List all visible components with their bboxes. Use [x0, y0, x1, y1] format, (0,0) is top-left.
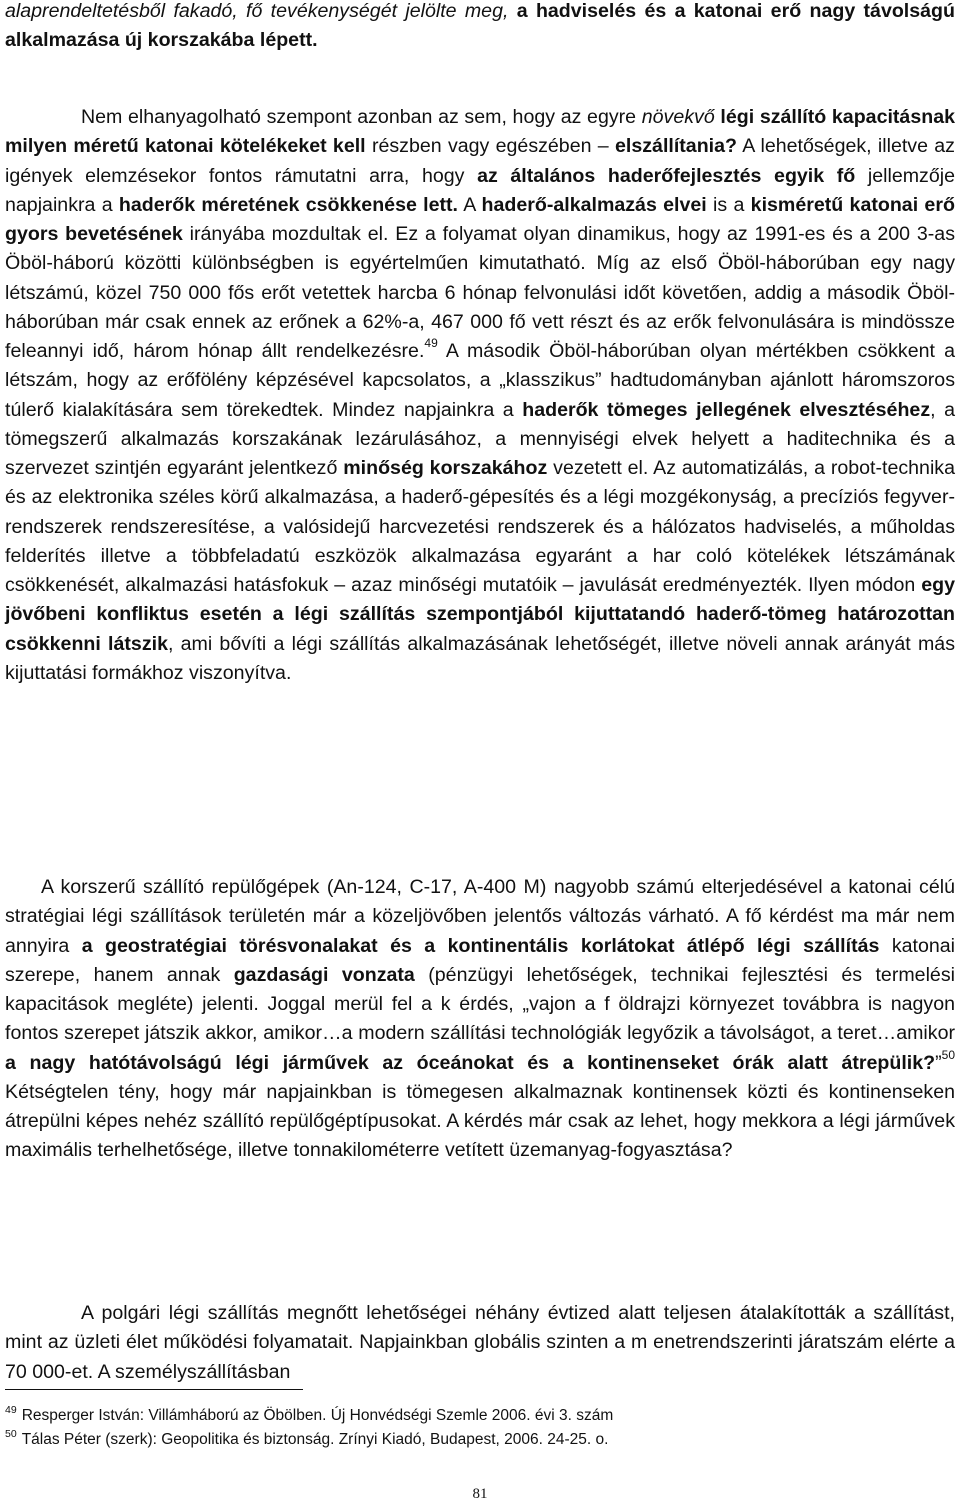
text-span: A korszerű szállító repülőgépek (An-124, C-17, A-400 M) nagyobb számú elterjedésével a katonai célú stratégiai légi szállítások területén már a közeljövőben jelentős változás várható. A fő kérdést ma már nem annyira	[5, 876, 955, 957]
footnote-text: Tálas Péter (szerk): Geopolitika és biztonság. Zrínyi Kiadó, Budapest, 2006. 24-25. o.	[21, 1431, 609, 1448]
bold-span: haderők méretének csökkenése lett.	[118, 193, 458, 216]
footnote-50	[5, 1427, 955, 1450]
text-span: irányába mozdultak el. Ez a folyamat olyan dinamikus, hogy az 1991-es és a 200 3-as Öböl-háború közötti különbségben is egyértelműen kimutatható. Míg az első Öböl-háborúban egy nagy létszámú, közel 750 000 fős erőt vetettek harcba 6 hónap felvonulási időt követően, addig a második Öböl-háborúban már csak ennek az erőnek a 62%-a, 467 000 fő vett részt és az erők felvonulására is mindössze feleannyi idő, három hónap állt rendelkezésre.	[5, 223, 955, 362]
text-span: is a	[713, 193, 745, 216]
text-span: (pénzügyi lehetőségek, technikai fejlesztési és termelési kapacitások megléte) jelenti. Joggal merül fel a k érdés, „vajon a f öldrajzi környezet továbbra is nagyon fontos szerepet játszik akkor, amikor…a modern szállítási technológiák legyőzik a távolságot, a teret…amikor	[5, 963, 955, 1045]
bold-span: kisméretű katonai erő gyors bevetésének	[5, 193, 955, 245]
text-span: Kétségtelen tény, hogy már napjainkban is tömegesen alkalmaznak kontinensek közti és kontinenseken átrepülni képes nehéz szállító repülőgéptípusokat. A kérdés már csak az lehet, hogy mekkora a légi járművek maximális terhelhetősége, illetve tonnakilométerre vetített üzemanyag-fogyasztása?	[5, 1080, 955, 1162]
text-span: , ami bővíti a légi szállítás alkalmazásának lehetőségét, illetve növeli annak arányát más kijuttatási formákhoz viszonyítva.	[5, 632, 955, 684]
text-span: A második Öböl-háborúban olyan mértékben csökkent a létszám, hogy az erőfölény képzésével kapcsolatos, a „klasszikus” hadtudományban ajánlott háromszoros túlerő kialakítására sem törekedtek. Mindez napjainkra a	[5, 340, 955, 421]
paragraph-4	[5, 1299, 955, 1387]
page-number: 81	[472, 1486, 488, 1502]
text-span: A polgári légi szállítás megnőtt lehetőségei néhány évtized alatt teljesen átalakították a szállítást, mint az üzleti élet működési folyamatait. Napjainkban globális szinten a m enetrendszerinti járatszám elérte a 70 000-et. A személyszállításban	[5, 1302, 955, 1383]
text-span: jellemzője napjainkra a	[5, 164, 955, 216]
bold-span: elszállítania?	[615, 135, 737, 158]
text-span: részben vagy egészében –	[371, 135, 609, 158]
footnote-ref-49: 49	[424, 336, 438, 351]
bold-span: egy jövőbeni konfliktus esetén a légi szállítás szempontjából kijuttatandó haderő-tömeg határozottan csökkenni látszik	[5, 574, 955, 655]
bold-span: az általános haderőfejlesztés egyik fő	[477, 164, 856, 187]
text-span: Nem elhanyagolható szempont azonban az sem, hogy az egyre	[81, 106, 637, 128]
footnote-number: 49	[5, 1403, 17, 1416]
footnote-ref-50: 50	[941, 1047, 955, 1062]
italic-span: növekvő	[641, 106, 715, 128]
text-span: , a tömegszerű alkalmazás korszakának lezárulásához, a mennyiségi elvek helyett a haditechnika és a szervezet szintjén egyaránt jelentkező	[5, 398, 956, 479]
bold-span: a nagy hatótávolságú légi járművek az óceánokat és a kontinenseket órák alatt átrepülik?	[5, 1051, 936, 1074]
bold-span: a geostratégiai törésvonalakat és a kontinentális korlátokat átlépő légi szállítás	[81, 934, 880, 957]
bold-span: minőség korszakához	[343, 457, 548, 479]
text-span: ”	[935, 1051, 942, 1074]
text-span: A lehetőségek, illetve az igények elemzésekor fontos rámutatni arra, hogy	[5, 135, 955, 187]
paragraph-1	[5, 0, 955, 56]
footnote-number: 50	[5, 1427, 17, 1440]
paragraph-2	[5, 103, 955, 688]
bold-span: légi szállító kapacitásnak milyen méretű katonai kötelékeket kell	[5, 106, 955, 158]
bold-span: a hadviselés és a katonai erő nagy távolságú alkalmazása új korszakába lépett.	[5, 0, 955, 52]
footnote-separator	[5, 1389, 303, 1390]
bold-span: haderő-alkalmazás elvei	[481, 193, 707, 216]
bold-span: gazdasági vonzata	[233, 963, 415, 986]
text-span: A	[463, 193, 476, 216]
text-span: alaprendeltetésből fakadó, fő tevékenységét jelölte meg,	[5, 0, 509, 22]
paragraph-3	[5, 873, 955, 1166]
footnote-text: Resperger István: Villámháború az Öbölben. Új Honvédségi Szemle 2006. évi 3. szám	[21, 1407, 614, 1424]
bold-span: haderők tömeges jellegének elvesztéséhez	[522, 398, 931, 421]
text-span: katonai szerepe, hanem annak	[5, 934, 956, 986]
footnote-49	[5, 1403, 955, 1426]
text-span: vezetett el. Az automatizálás, a robot-technika és az elektronika széles körű alkalmazása, a haderő-gépesítés és a légi mozgékonyság, a precíziós fegyver-rendszerek rendszeresítése, a valósidejű harcvezetési rendszerek és a hálózatos hadviselés, a műholdas felderítés illetve a többfeladatú eszközök alkalmazása egyaránt a har coló kötelékek létszámának csökkenését, alkalmazási hatásfokuk – azaz minőségi mutatóik – javulását eredményezték. Ilyen módon	[5, 457, 955, 596]
